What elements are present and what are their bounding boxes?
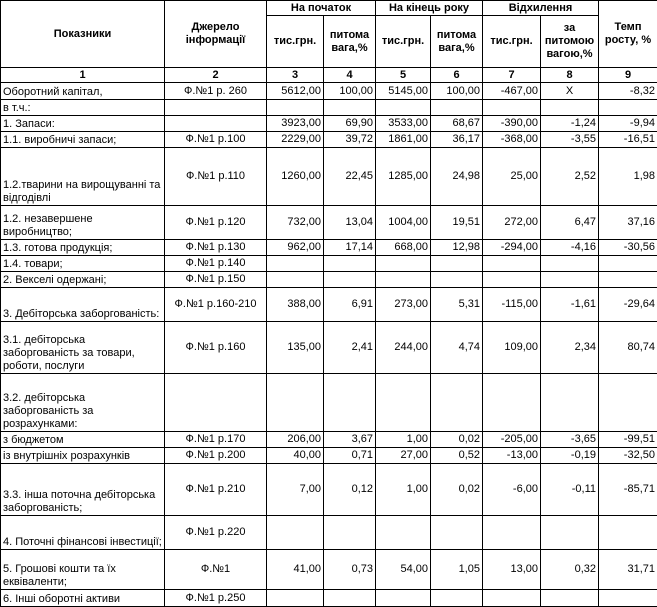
- cell-growth-rate: [599, 272, 657, 288]
- column-number: 1: [1, 68, 165, 83]
- table-row: [1, 83, 657, 100]
- cell-start-share: 0,12: [324, 464, 376, 516]
- column-number: 6: [431, 68, 483, 83]
- cell-end-amount: [376, 516, 431, 550]
- row-source: Ф.№1 р.210: [165, 464, 267, 516]
- row-source: Ф.№1 р.220: [165, 516, 267, 550]
- row-source: Ф.№1 р.170: [165, 432, 267, 448]
- cell-end-share: 0,02: [431, 464, 483, 516]
- row-indicator-name: 3.1. дебіторська заборгованість за товари, роботи, послуги: [1, 322, 165, 374]
- column-number: 4: [324, 68, 376, 83]
- cell-start-amount: [267, 516, 324, 550]
- cell-start-share: 17,14: [324, 240, 376, 256]
- cell-start-amount: [267, 100, 324, 116]
- cell-end-share: 24,98: [431, 148, 483, 206]
- header-deviation: Відхилення: [483, 1, 599, 16]
- row-indicator-name: 2. Векселі одержані;: [1, 272, 165, 288]
- cell-end-amount: 244,00: [376, 322, 431, 374]
- table-row: [1, 116, 657, 132]
- row-indicator-name: 6. Інші оборотні активи: [1, 590, 165, 607]
- cell-end-share: 0,02: [431, 432, 483, 448]
- cell-start-share: 100,00: [324, 83, 376, 100]
- cell-deviation-share: [541, 256, 599, 272]
- table-row: [1, 148, 657, 206]
- row-source: [165, 100, 267, 116]
- row-source: Ф.№1 р. 260: [165, 83, 267, 100]
- cell-end-share: [431, 100, 483, 116]
- cell-deviation-share: -3,65: [541, 432, 599, 448]
- header-start: На початок: [267, 1, 376, 16]
- header-end: На кінець року: [376, 1, 483, 16]
- row-indicator-name: 3.2. дебіторська заборгованість за розрахунками:: [1, 374, 165, 432]
- row-indicator-name: 1.2.тварини на вирощуванні та відгодівлі: [1, 148, 165, 206]
- cell-start-amount: 2229,00: [267, 132, 324, 148]
- header-deviation-share: за питомою вагою,%: [541, 16, 599, 68]
- cell-start-amount: [267, 374, 324, 432]
- cell-deviation-share: [541, 516, 599, 550]
- cell-deviation-amount: -205,00: [483, 432, 541, 448]
- column-number: 7: [483, 68, 541, 83]
- cell-end-share: [431, 256, 483, 272]
- cell-start-share: 69,90: [324, 116, 376, 132]
- table-row: [1, 550, 657, 590]
- cell-deviation-amount: 13,00: [483, 550, 541, 590]
- row-source: [165, 374, 267, 432]
- cell-start-share: [324, 256, 376, 272]
- cell-deviation-share: [541, 374, 599, 432]
- cell-start-amount: [267, 272, 324, 288]
- cell-end-amount: 1,00: [376, 464, 431, 516]
- cell-start-amount: 1260,00: [267, 148, 324, 206]
- cell-start-amount: [267, 590, 324, 607]
- row-indicator-name: в т.ч.:: [1, 100, 165, 116]
- cell-end-amount: [376, 256, 431, 272]
- row-source: Ф.№1: [165, 550, 267, 590]
- cell-end-share: 19,51: [431, 206, 483, 240]
- row-source: Ф.№1 р.160: [165, 322, 267, 374]
- cell-end-amount: [376, 272, 431, 288]
- cell-deviation-share: X: [541, 83, 599, 100]
- cell-end-share: 36,17: [431, 132, 483, 148]
- cell-end-amount: 273,00: [376, 288, 431, 322]
- cell-deviation-share: 6,47: [541, 206, 599, 240]
- cell-end-share: [431, 516, 483, 550]
- cell-end-share: 68,67: [431, 116, 483, 132]
- cell-start-share: 0,73: [324, 550, 376, 590]
- cell-end-share: 0,52: [431, 448, 483, 464]
- row-source: Ф.№1 р.120: [165, 206, 267, 240]
- cell-start-share: [324, 374, 376, 432]
- column-number: 8: [541, 68, 599, 83]
- cell-start-amount: 206,00: [267, 432, 324, 448]
- cell-start-amount: 732,00: [267, 206, 324, 240]
- cell-deviation-amount: [483, 374, 541, 432]
- row-source: Ф.№1 р.100: [165, 132, 267, 148]
- cell-end-amount: 5145,00: [376, 83, 431, 100]
- cell-deviation-share: [541, 272, 599, 288]
- cell-deviation-amount: 109,00: [483, 322, 541, 374]
- cell-deviation-amount: [483, 272, 541, 288]
- table-row: [1, 432, 657, 448]
- cell-end-amount: 1,00: [376, 432, 431, 448]
- row-indicator-name: 3. Дебіторська заборгованість:: [1, 288, 165, 322]
- cell-deviation-share: 2,52: [541, 148, 599, 206]
- table-row: [1, 132, 657, 148]
- cell-deviation-amount: -368,00: [483, 132, 541, 148]
- row-indicator-name: з бюджетом: [1, 432, 165, 448]
- cell-growth-rate: -30,56: [599, 240, 657, 256]
- cell-deviation-amount: -6,00: [483, 464, 541, 516]
- table-row: [1, 464, 657, 516]
- table-row: [1, 374, 657, 432]
- row-indicator-name: 5. Грошові кошти та їх еквіваленти;: [1, 550, 165, 590]
- cell-deviation-amount: -294,00: [483, 240, 541, 256]
- cell-deviation-amount: 272,00: [483, 206, 541, 240]
- cell-end-amount: [376, 100, 431, 116]
- cell-growth-rate: [599, 256, 657, 272]
- cell-start-share: 6,91: [324, 288, 376, 322]
- cell-deviation-share: -0,11: [541, 464, 599, 516]
- cell-start-share: [324, 516, 376, 550]
- table-row: [1, 100, 657, 116]
- cell-deviation-amount: -13,00: [483, 448, 541, 464]
- cell-end-amount: [376, 590, 431, 607]
- cell-growth-rate: -16,51: [599, 132, 657, 148]
- row-indicator-name: із внутрішніх розрахунків: [1, 448, 165, 464]
- cell-deviation-share: -0,19: [541, 448, 599, 464]
- cell-deviation-amount: [483, 590, 541, 607]
- header-end-thousand-uah: тис.грн.: [376, 16, 431, 68]
- header-source: Джерело інформації: [165, 1, 267, 68]
- cell-end-share: 5,31: [431, 288, 483, 322]
- cell-growth-rate: -8,32: [599, 83, 657, 100]
- header-start-share: питома вага,%: [324, 16, 376, 68]
- cell-deviation-share: -4,16: [541, 240, 599, 256]
- cell-end-amount: [376, 374, 431, 432]
- cell-growth-rate: [599, 590, 657, 607]
- cell-deviation-amount: -467,00: [483, 83, 541, 100]
- cell-start-share: 22,45: [324, 148, 376, 206]
- table-row: [1, 206, 657, 240]
- cell-deviation-amount: [483, 516, 541, 550]
- column-number-row: [1, 68, 657, 83]
- cell-deviation-share: 2,34: [541, 322, 599, 374]
- header-end-share: питома вага,%: [431, 16, 483, 68]
- table-row: [1, 322, 657, 374]
- cell-deviation-amount: [483, 100, 541, 116]
- table-row: [1, 272, 657, 288]
- header-indicators: Показники: [1, 1, 165, 68]
- cell-end-amount: 1285,00: [376, 148, 431, 206]
- cell-start-share: 0,71: [324, 448, 376, 464]
- cell-end-share: [431, 272, 483, 288]
- row-source: Ф.№1 р.250: [165, 590, 267, 607]
- row-indicator-name: Оборотний капітал,: [1, 83, 165, 100]
- table-row: [1, 240, 657, 256]
- cell-growth-rate: -99,51: [599, 432, 657, 448]
- row-indicator-name: 1. Запаси:: [1, 116, 165, 132]
- cell-end-share: [431, 374, 483, 432]
- row-indicator-name: 3.3. інша поточна дебіторська заборгованість;: [1, 464, 165, 516]
- row-source: Ф.№1 р.110: [165, 148, 267, 206]
- cell-growth-rate: [599, 374, 657, 432]
- cell-deviation-share: [541, 100, 599, 116]
- cell-end-amount: 668,00: [376, 240, 431, 256]
- cell-deviation-amount: 25,00: [483, 148, 541, 206]
- cell-start-share: 13,04: [324, 206, 376, 240]
- table-row: [1, 590, 657, 607]
- cell-deviation-share: -1,24: [541, 116, 599, 132]
- cell-end-share: 12,98: [431, 240, 483, 256]
- row-indicator-name: 1.2. незавершене виробництво;: [1, 206, 165, 240]
- table-row: [1, 516, 657, 550]
- header-deviation-thousand-uah: тис.грн.: [483, 16, 541, 68]
- cell-start-share: 3,67: [324, 432, 376, 448]
- cell-deviation-share: -3,55: [541, 132, 599, 148]
- cell-end-share: 100,00: [431, 83, 483, 100]
- cell-end-share: 4,74: [431, 322, 483, 374]
- cell-start-share: 39,72: [324, 132, 376, 148]
- cell-growth-rate: 37,16: [599, 206, 657, 240]
- column-number: 9: [599, 68, 657, 83]
- cell-start-amount: 40,00: [267, 448, 324, 464]
- cell-growth-rate: 31,71: [599, 550, 657, 590]
- cell-start-amount: 388,00: [267, 288, 324, 322]
- cell-start-amount: 5612,00: [267, 83, 324, 100]
- cell-deviation-share: 0,32: [541, 550, 599, 590]
- cell-end-share: 1,05: [431, 550, 483, 590]
- cell-end-amount: 27,00: [376, 448, 431, 464]
- cell-growth-rate: [599, 516, 657, 550]
- cell-deviation-share: [541, 590, 599, 607]
- cell-growth-rate: -32,50: [599, 448, 657, 464]
- cell-start-share: [324, 590, 376, 607]
- cell-growth-rate: [599, 100, 657, 116]
- table-row: [1, 256, 657, 272]
- cell-start-amount: 3923,00: [267, 116, 324, 132]
- row-source: Ф.№1 р.150: [165, 272, 267, 288]
- row-source: Ф.№1 р.140: [165, 256, 267, 272]
- column-number: 2: [165, 68, 267, 83]
- cell-start-share: [324, 272, 376, 288]
- cell-growth-rate: -29,64: [599, 288, 657, 322]
- cell-growth-rate: 80,74: [599, 322, 657, 374]
- cell-end-amount: 3533,00: [376, 116, 431, 132]
- column-number: 5: [376, 68, 431, 83]
- table-row: [1, 288, 657, 322]
- header-growth: Темп росту, %: [599, 1, 657, 68]
- row-indicator-name: 1.1. виробничі запаси;: [1, 132, 165, 148]
- row-indicator-name: 1.3. готова продукція;: [1, 240, 165, 256]
- column-number: 3: [267, 68, 324, 83]
- cell-end-amount: 54,00: [376, 550, 431, 590]
- row-source: Ф.№1 р.160-210: [165, 288, 267, 322]
- cell-growth-rate: 1,98: [599, 148, 657, 206]
- cell-start-amount: 41,00: [267, 550, 324, 590]
- cell-start-amount: 7,00: [267, 464, 324, 516]
- row-indicator-name: 1.4. товари;: [1, 256, 165, 272]
- cell-deviation-amount: -390,00: [483, 116, 541, 132]
- cell-start-share: [324, 100, 376, 116]
- row-source: Ф.№1 р.130: [165, 240, 267, 256]
- cell-end-amount: 1004,00: [376, 206, 431, 240]
- row-source: [165, 116, 267, 132]
- cell-start-amount: 135,00: [267, 322, 324, 374]
- cell-deviation-amount: -115,00: [483, 288, 541, 322]
- cell-growth-rate: -9,94: [599, 116, 657, 132]
- cell-start-share: 2,41: [324, 322, 376, 374]
- table-row: [1, 448, 657, 464]
- header-start-thousand-uah: тис.грн.: [267, 16, 324, 68]
- row-source: Ф.№1 р.200: [165, 448, 267, 464]
- cell-deviation-amount: [483, 256, 541, 272]
- cell-end-amount: 1861,00: [376, 132, 431, 148]
- row-indicator-name: 4. Поточні фінансові інвестиції;: [1, 516, 165, 550]
- cell-deviation-share: -1,61: [541, 288, 599, 322]
- cell-growth-rate: -85,71: [599, 464, 657, 516]
- cell-start-amount: 962,00: [267, 240, 324, 256]
- cell-start-amount: [267, 256, 324, 272]
- cell-end-share: [431, 590, 483, 607]
